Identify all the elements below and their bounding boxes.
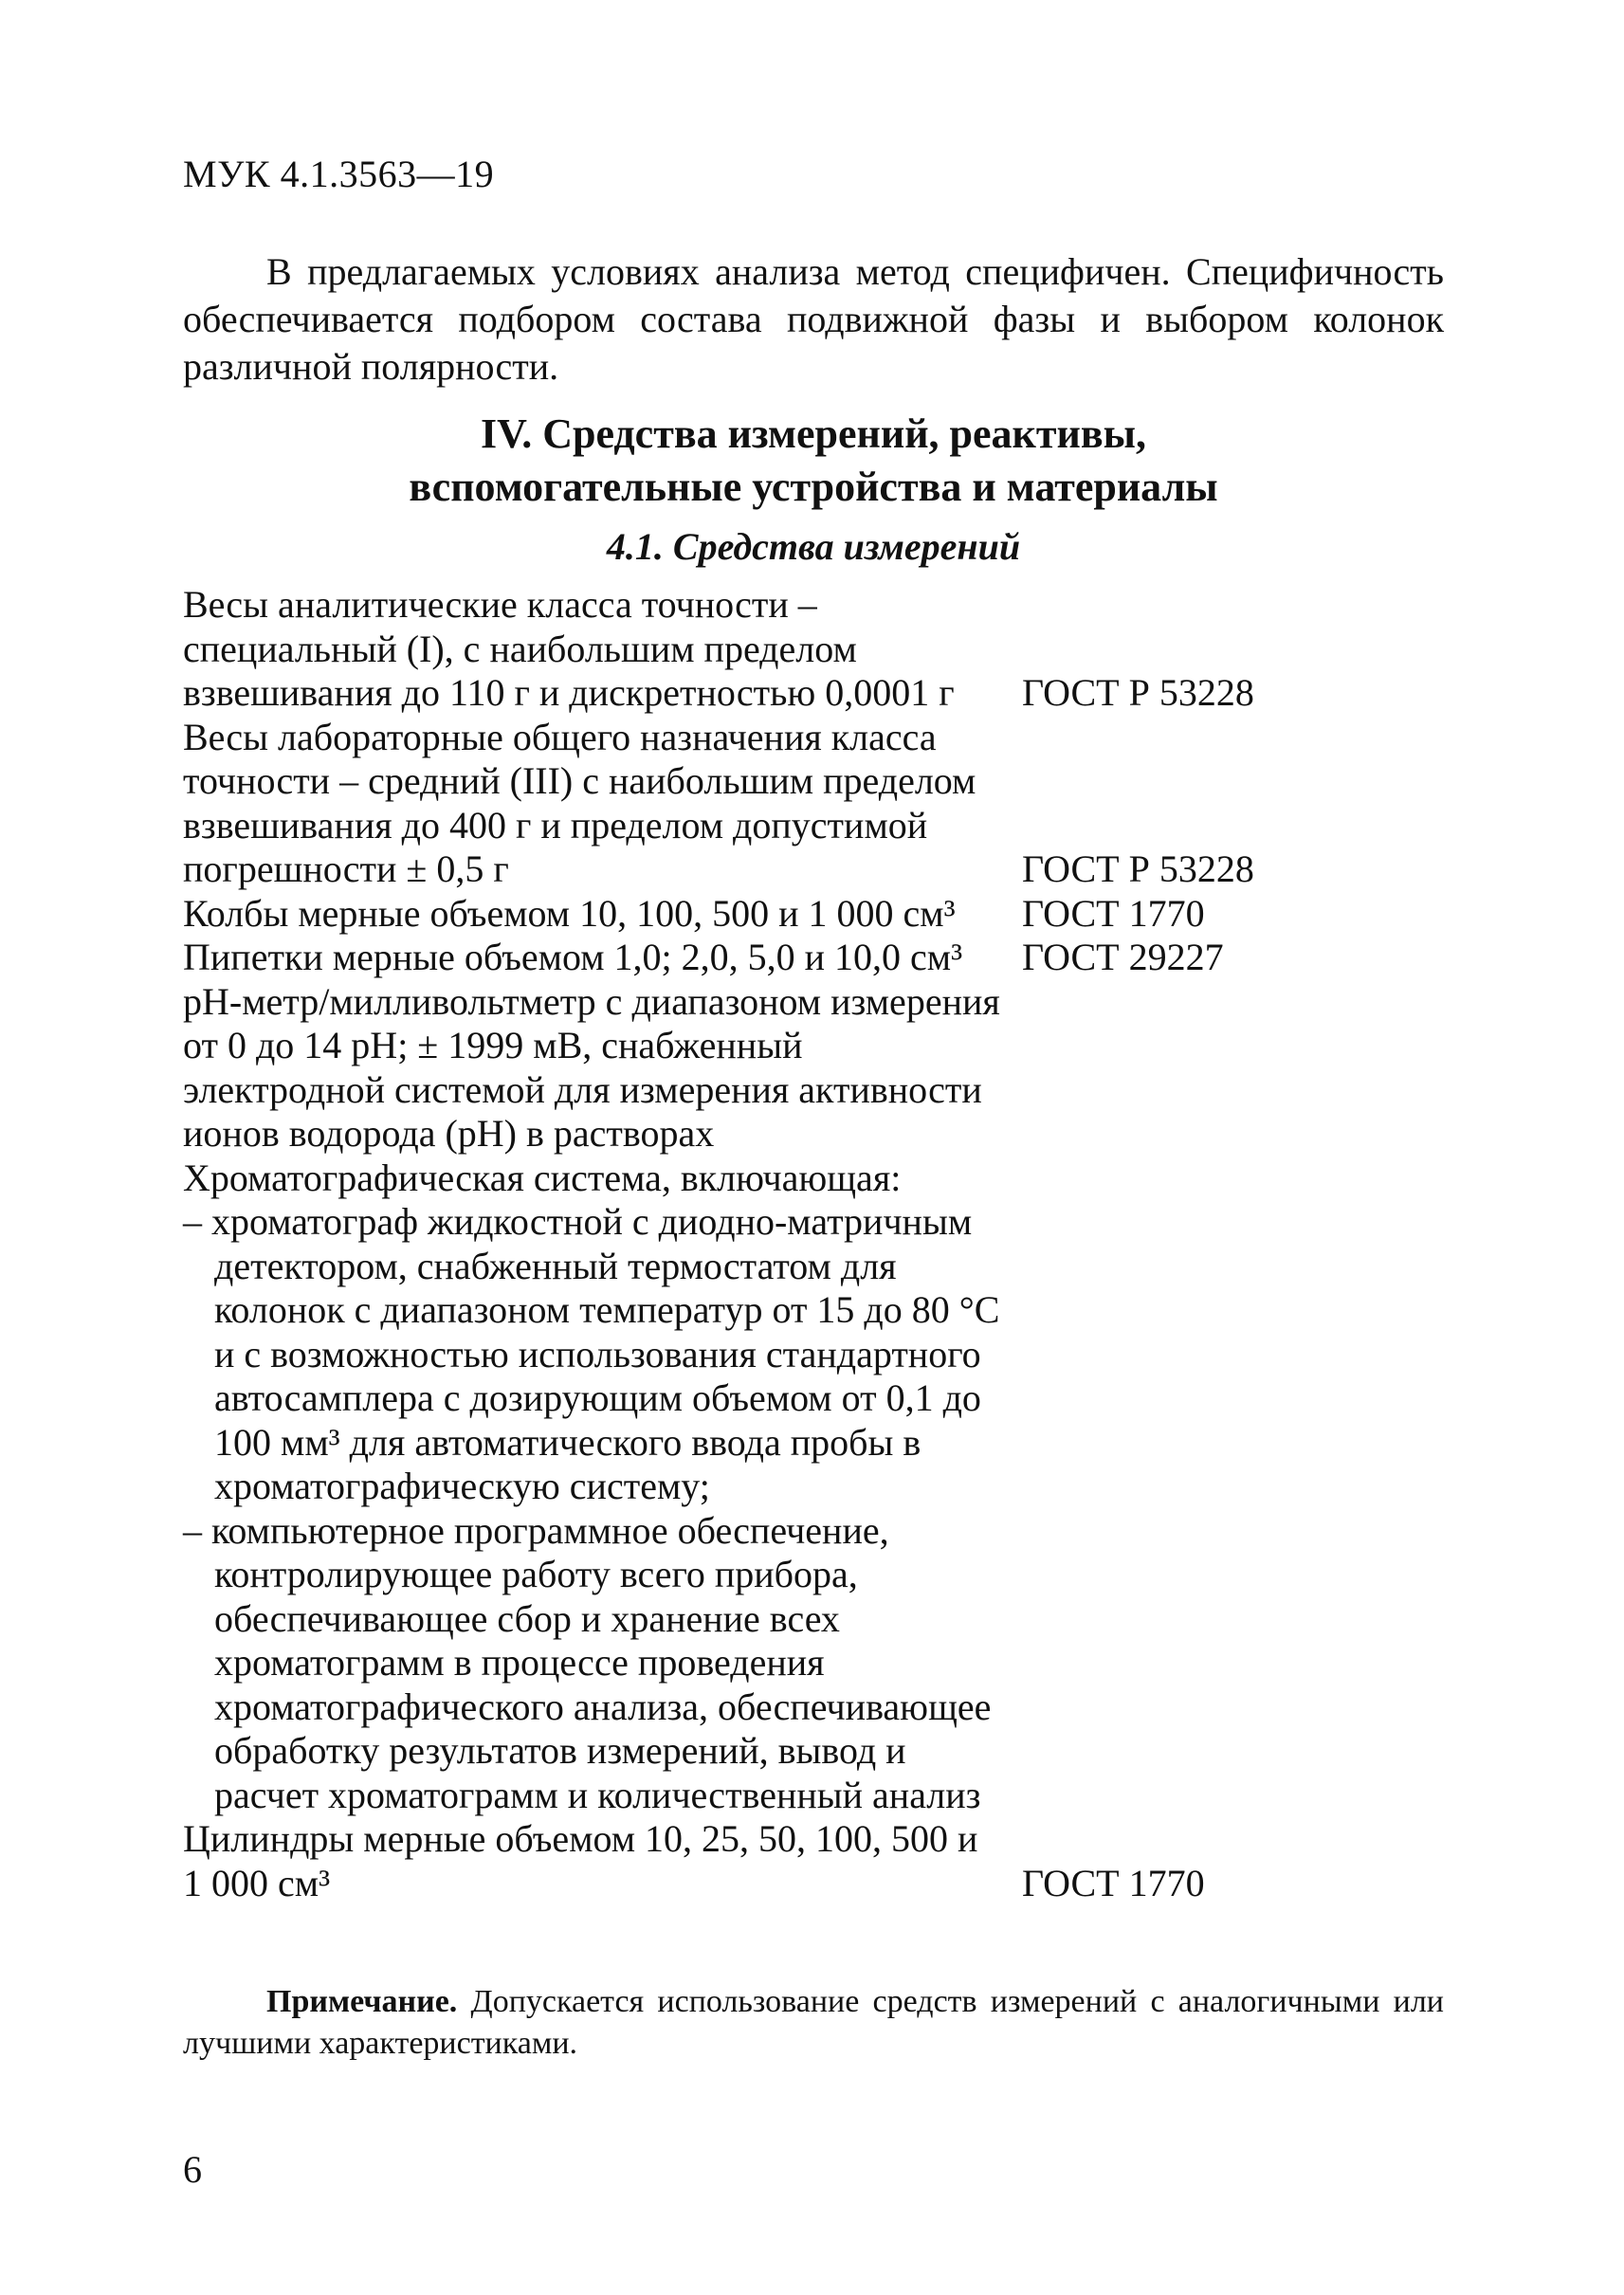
intro-paragraph: В предлагаемых условиях анализа метод специфичен. Специфичность обеспечивается подбором состава подвижной фазы и выбором колонок различной полярности.: [183, 250, 1444, 388]
item-description: Хроматографическая система, включающая:: [183, 1156, 902, 1199]
section-heading: [183, 408, 1444, 514]
section-title-line-1: IV. Средства измерений, реактивы,: [481, 410, 1146, 457]
list-item: [183, 936, 1444, 980]
list-item: [183, 1817, 1444, 1905]
item-standard: ГОСТ 1770: [1022, 891, 1205, 935]
item-standard: ГОСТ Р 53228: [1022, 847, 1254, 890]
item-description: pH-метр/милливольтметр с диапазоном измерения от 0 до 14 pH; ± 1999 мВ, снабженный электродной системой для измерения активности ионов водорода (pH) в растворах: [183, 979, 1000, 1155]
item-description: Весы лабораторные общего назначения класса точности – средний (III) с наибольшим пределом взвешивания до 400 г и пределом допустимой погрешности ± 0,5 г: [183, 715, 976, 890]
item-description: Пипетки мерные объемом 1,0; 2,0, 5,0 и 10,0 см³: [183, 936, 963, 978]
document-code: МУК 4.1.3563—19: [183, 153, 495, 195]
item-standard: ГОСТ 29227: [1022, 936, 1224, 978]
list-item: [183, 583, 1444, 716]
item-standard: ГОСТ Р 53228: [1022, 671, 1254, 714]
note-paragraph: [183, 1981, 1444, 2065]
note-text: Допускается использование средств измерений с аналогичными или лучшими характеристиками.: [183, 1984, 1444, 2061]
list-item: [183, 1157, 1444, 1201]
item-description: Весы аналитические класса точности – специальный (I), с наибольшим пределом взвешивания до 110 г и дискретностью 0,0001 г: [183, 583, 955, 714]
section-title-line-2: вспомогательные устройства и материалы: [409, 464, 1218, 510]
item-description: Цилиндры мерные объемом 10, 25, 50, 100, 500 и 1 000 см³: [183, 1817, 978, 1904]
list-item: [183, 980, 1444, 1157]
note-label: Примечание.: [266, 1984, 458, 2019]
list-item: [183, 892, 1444, 937]
list-item: [183, 716, 1444, 892]
sub-list-item: – хроматограф жидкостной с диодно-матричным детектором, снабженный термостатом для колонок с диапазоном температур от 15 до 80 °С и с возможностью использования стандартного автосамплера с дозирующим объемом от 0,1 до 100 мм³ для автоматического ввода пробы в хроматографическую систему;: [183, 1200, 1000, 1507]
item-standard: ГОСТ 1770: [1022, 1861, 1205, 1904]
equipment-list: [183, 583, 1444, 1905]
page-number: 6: [183, 2148, 202, 2191]
subsection-heading: 4.1. Средства измерений: [606, 525, 1021, 568]
sub-list-item: – компьютерное программное обеспечение, контролирующее работу всего прибора, обеспечивающее сбор и хранение всех хроматограмм в процессе проведения хроматографического анализа, обеспечивающее обработку результатов измерений, вывод и расчет хроматограмм и количественный анализ: [183, 1508, 992, 1816]
item-description: Колбы мерные объемом 10, 100, 500 и 1 000 см³: [183, 891, 956, 935]
